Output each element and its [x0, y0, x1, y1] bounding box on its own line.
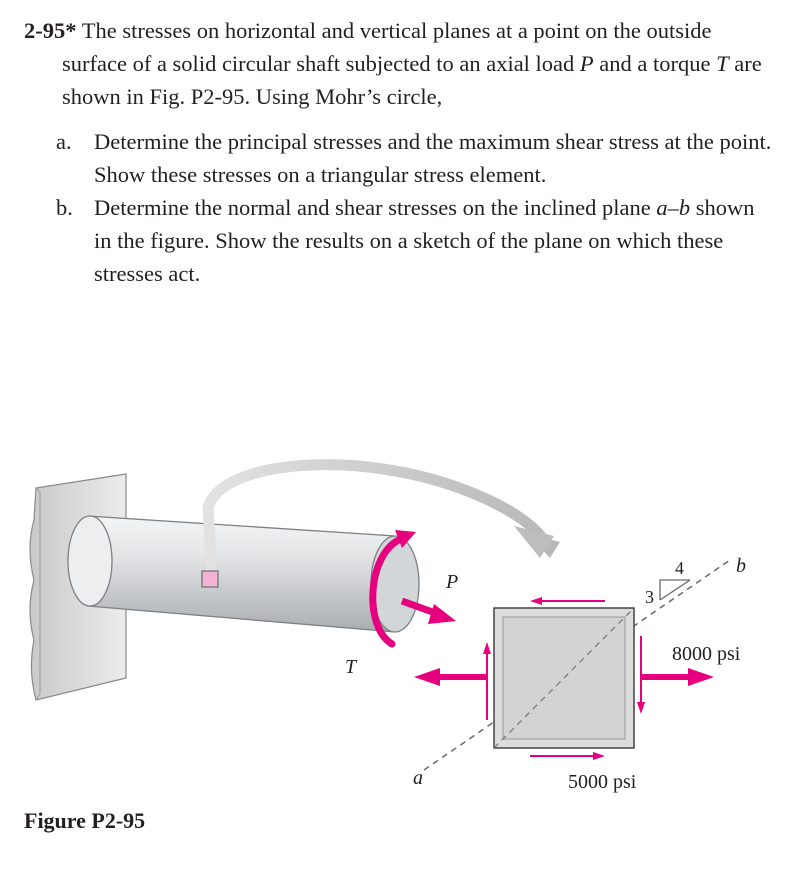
statement-mid1: and a torque: [593, 51, 717, 76]
slope-run-label: 4: [675, 558, 684, 578]
part-b-prefix: Determine the normal and shear stresses on the inclined plane: [94, 195, 657, 220]
statement-text: The stresses on horizontal and vertical planes at a point on the outside surface of a solid circular shaft subjected to an axial load: [62, 18, 712, 76]
figure-caption: Figure P2-95: [24, 808, 146, 833]
part-a-text: Determine the principal stresses and the maximum shear stress at the point. Show these stresses on a triangular stress element.: [94, 129, 772, 187]
shear-stress-label: 5000 psi: [568, 771, 637, 793]
normal-stress-label: 8000 psi: [672, 643, 741, 665]
point-b-label: b: [736, 555, 746, 577]
load-label: P: [446, 571, 459, 593]
statement-mid2: are shown in Fig. P2-95. Using Mohr’s circle,: [62, 51, 762, 109]
surface-element: [202, 571, 218, 587]
part-b-suffix: shown in the figure. Show the results on a sketch of the plane on which these stresses act.: [94, 195, 755, 286]
slope-triangle: [660, 580, 690, 600]
part-a-label: a.: [56, 129, 72, 154]
problem-number: 2-95*: [24, 18, 77, 43]
figure-p2-95: [0, 430, 807, 810]
part-a: [56, 125, 776, 191]
torque-symbol: T: [716, 51, 729, 76]
part-b: [56, 191, 776, 290]
plane-symbol: a–b: [656, 195, 691, 220]
torque-label: T: [345, 656, 357, 678]
problem-parts: [56, 125, 776, 290]
problem-text: [24, 14, 776, 290]
point-a-label: a: [413, 767, 423, 789]
stress-element: [494, 608, 634, 748]
part-b-label: b.: [56, 195, 73, 220]
slope-rise-label: 3: [645, 587, 654, 607]
load-symbol: P: [579, 51, 594, 76]
problem-statement: [24, 14, 776, 113]
